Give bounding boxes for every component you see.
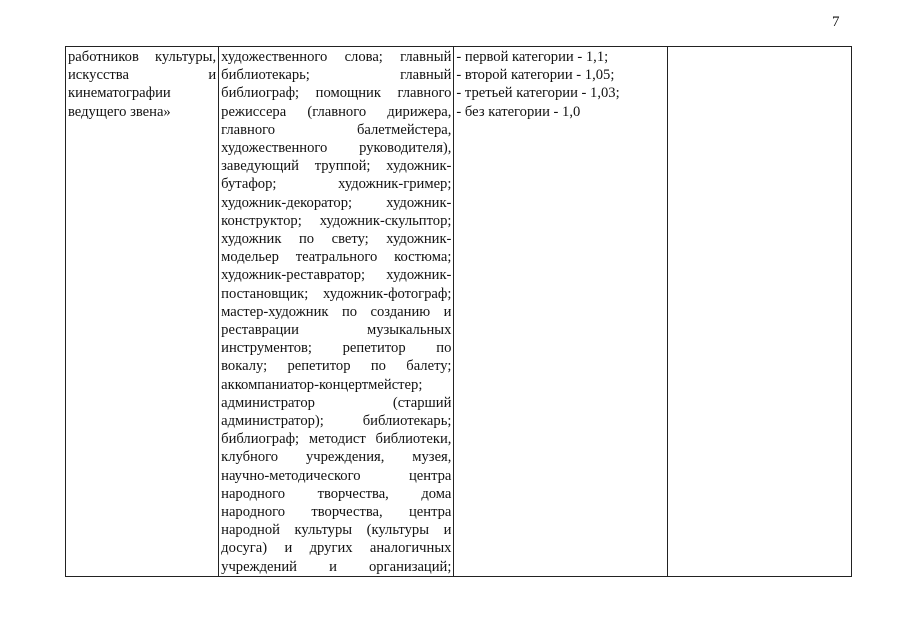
position-line: аккомпаниатор-концертмейстер; [221, 376, 423, 393]
position-line: мастер-художник по созданию и [221, 303, 452, 320]
position-line: бутафор; художник-гример; [221, 176, 452, 193]
group-line: искусства и [68, 67, 217, 84]
position-line: библиограф; методист библиотеки, [221, 431, 452, 448]
coefficient-line: - без категории - 1,0 [456, 103, 581, 120]
position-line: администратор (старший [221, 394, 452, 411]
qualification-group-cell [66, 47, 219, 577]
position-line: вокалу; репетитор по балету; [221, 358, 452, 375]
position-line: художественного слова; главный [221, 49, 452, 65]
position-line: главного балетмейстера, [221, 121, 452, 138]
group-line: кинематографии [68, 85, 171, 102]
page-number: 7 [832, 14, 840, 30]
coefficient-line: - третьей категории - 1,03; [456, 85, 620, 102]
position-line: учреждений и организаций; [221, 558, 452, 575]
position-line: конструктор; художник-скульптор; [221, 212, 452, 229]
coefficient-line: - второй категории - 1,05; [456, 67, 615, 84]
coefficients-cell [454, 47, 668, 577]
group-line: работников культуры, [68, 49, 217, 65]
position-line: народного творчества, дома [221, 485, 452, 502]
position-line: клубного учреждения, музея, [221, 449, 452, 466]
position-line: библиограф; помощник главного [221, 85, 452, 102]
positions-table [65, 46, 852, 577]
position-line: художник-реставратор; художник- [221, 267, 452, 284]
table-row [66, 47, 852, 577]
position-line: народного творчества, центра [221, 504, 452, 521]
position-line: реставрации музыкальных [221, 322, 452, 339]
position-line: художник-декоратор; художник- [221, 194, 452, 211]
position-line: режиссера (главного дирижера, [221, 103, 452, 120]
positions-cell [219, 47, 454, 577]
position-line: постановщик; художник-фотограф; [221, 285, 452, 302]
position-line: научно-методического центра [221, 467, 452, 484]
position-line: художник по свету; художник- [221, 231, 452, 248]
position-line: администратор); библиотекарь; [221, 413, 452, 430]
group-line: ведущего звена» [68, 103, 171, 120]
position-line: художественного руководителя), [221, 140, 452, 157]
empty-cell [668, 47, 852, 577]
position-line: библиотекарь; главный [221, 67, 452, 84]
position-line: инструментов; репетитор по [221, 340, 452, 357]
position-line: модельер театрального костюма; [221, 249, 452, 266]
position-line: досуга) и других аналогичных [221, 540, 452, 557]
coefficient-line: - первой категории - 1,1; [456, 49, 609, 65]
position-line: народной культуры (культуры и [221, 522, 452, 539]
position-line: заведующий труппой; художник- [221, 158, 452, 175]
